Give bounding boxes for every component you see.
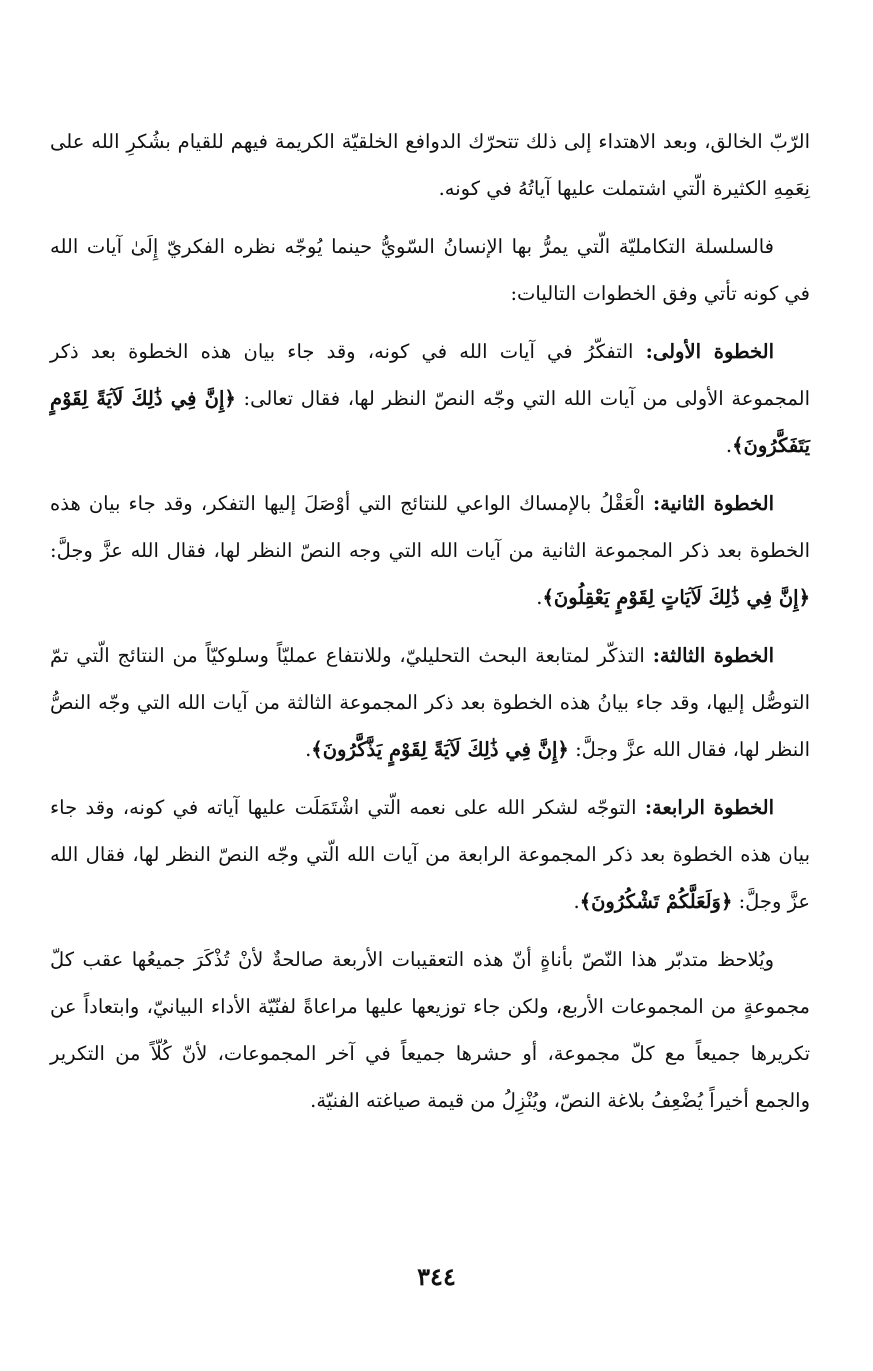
paragraph-text: الرّبّ الخالق، وبعد الاهتداء إلى ذلك تتحرّك الدوافع الخلقيّة الكريمة فيهم للقيام بشُكرِ الله على نِعَمِهِ الكثيرة الّتي اشتملت عليها آياتُهُ في كونه.: [50, 130, 810, 200]
page-body: [50, 118, 810, 1135]
step-heading: الخطوة الأولى:: [645, 340, 774, 363]
paragraph-sequence-intro: [50, 223, 810, 317]
paragraph-step-three: [50, 632, 810, 773]
quran-quote: ﴿إِنَّ فِي ذَٰلِكَ لَآيَاتٍ لِقَوْمٍ يَعْقِلُونَ﴾: [542, 586, 810, 609]
paragraph-text: ويُلاحظ متدبّر هذا النّصّ بأناةٍ أنّ هذه التعقيبات الأربعة صالحةٌ لأنْ تُذْكَرَ جميعُها عقب كلّ مجموعةٍ من المجموعات الأربع، ولكن جاء توزيعها عليها مراعاةً لفنّيّة الأداء البيانيّ، وابتعاداً عن تكريرها جميعاً مع كلّ مجموعة، أو حشرها جميعاً في آخر المجموعات، لأنّ كُلّاً من التكرير والجمع أخيراً يُضْعِفُ بلاغة النصّ، ويُنْزِلُ من قيمة صياغته الفنيّة.: [50, 948, 810, 1112]
paragraph-tail: .: [573, 890, 580, 913]
step-heading: الخطوة الثانية:: [652, 492, 775, 515]
paragraph-intro-continuation: [50, 118, 810, 212]
paragraph-text: التفكّرُ في آيات الله في كونه، وقد جاء بيان هذه الخطوة بعد ذكر المجموعة الأولى من آيات الله التي وجّه النصّ النظر لها، فقال تعالى:: [50, 340, 810, 410]
step-heading: الخطوة الرابعة:: [644, 796, 775, 819]
quran-quote: ﴿إِنَّ فِي ذَٰلِكَ لَآيَةً لِقَوْمٍ يَذَّكَّرُونَ﴾: [311, 738, 569, 761]
paragraph-step-two: [50, 480, 810, 621]
paragraph-text: التذكّر لمتابعة البحث التحليليّ، وللانتفاع عمليّاً وسلوكيّاً من النتائج الّتي تمّ التوصُّل إليها، وقد جاء بيانُ هذه الخطوة بعد ذكر المجموعة الثالثة من آيات الله التي وجّه النصُّ النظر لها، فقال الله عزَّ وجلَّ:: [50, 644, 810, 761]
page-number: ٣٤٤: [417, 1262, 456, 1291]
step-heading: الخطوة الثالثة:: [652, 644, 774, 667]
paragraph-text: التوجّه لشكر الله على نعمه الّتي اشْتَمَلَت عليها آياته في كونه، وقد جاء بيان هذه الخطوة بعد ذكر المجموعة الرابعة من آيات الله الّتي وجّه النصّ النظر لها، فقال الله عزَّ وجلَّ:: [50, 796, 810, 913]
quran-quote: ﴿وَلَعَلَّكُمْ تَشْكُرُونَ﴾: [579, 890, 733, 913]
paragraph-text: فالسلسلة التكامليّة الّتي يمرُّ بها الإنسانُ السّويُّ حينما يُوجّه نظره الفكريّ إِلَىٰ آيات الله في كونه تأتي وفق الخطوات التاليات:: [50, 235, 810, 305]
paragraph-text: الْعَقْلُ بالإمساك الواعي للنتائج التي أوْصَلَ إليها التفكر، وقد جاء بيان هذه الخطوة بعد ذكر المجموعة الثانية من آيات الله التي وجه النصّ النظر لها، فقال الله عزَّ وجلَّ:: [50, 492, 810, 562]
paragraph-tail: .: [536, 586, 543, 609]
paragraph-step-one: [50, 328, 810, 469]
paragraph-tail: .: [725, 434, 733, 457]
paragraph-observation: [50, 936, 810, 1124]
paragraph-step-four: [50, 784, 810, 925]
paragraph-tail: .: [305, 738, 312, 761]
quran-quote: ﴿إِنَّ فِي ذَٰلِكَ لَآيَةً لِقَوْمٍ يَتَفَكَّرُونَ﴾: [50, 387, 810, 457]
